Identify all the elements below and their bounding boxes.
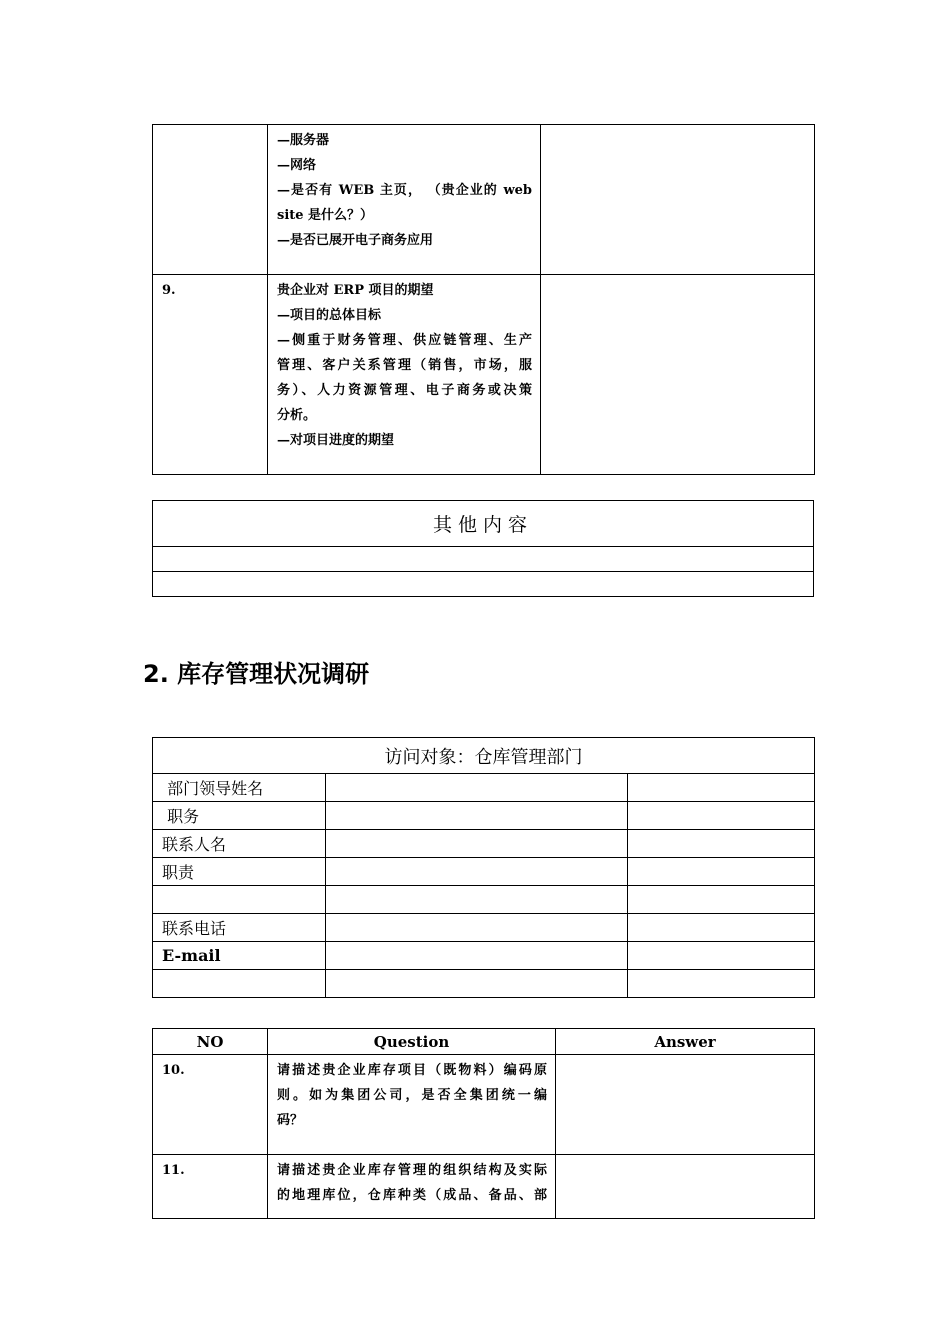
table-row [153, 858, 815, 886]
answer-header: Answer [556, 1029, 815, 1055]
answer-cell[interactable] [556, 1155, 815, 1219]
no-header: NO [153, 1029, 268, 1055]
contact-extra-cell[interactable] [628, 886, 815, 914]
table-header-row [153, 738, 815, 774]
question-cell [268, 1155, 556, 1219]
contact-value-cell[interactable] [326, 970, 628, 998]
question-line: 分析。 [277, 408, 317, 423]
table-row [153, 802, 815, 830]
table-row [153, 572, 814, 597]
table-header-row [153, 501, 814, 547]
other-content-cell[interactable] [153, 547, 814, 572]
question-line: 管理、客户关系管理（销售，市场，服 [277, 358, 532, 373]
contact-table [152, 737, 815, 998]
no-cell: 11. [153, 1155, 268, 1219]
question-line: —对项目进度的期望 [277, 433, 395, 448]
contact-value-cell[interactable] [326, 942, 628, 970]
question-line: 的地理库位，仓库种类（成品、备品、部 [277, 1188, 547, 1203]
table-row [153, 1155, 815, 1219]
contact-label: 职责 [153, 858, 326, 886]
contact-value-cell[interactable] [326, 914, 628, 942]
contact-extra-cell[interactable] [628, 802, 815, 830]
table-row [153, 942, 815, 970]
no-cell: 10. [153, 1055, 268, 1155]
qa-table [152, 1028, 815, 1219]
contact-label: 职务 [153, 802, 326, 830]
question-line: 务）、人力资源管理、电子商务或决策 [277, 383, 532, 398]
contact-label: 部门领导姓名 [153, 774, 326, 802]
question-table-continued [152, 124, 815, 475]
contact-extra-cell[interactable] [628, 914, 815, 942]
no-cell [153, 125, 268, 275]
question-line: 请描述贵企业库存项目（既物料）编码原 [277, 1063, 547, 1078]
question-line: —侧重于财务管理、供应链管理、生产 [277, 333, 532, 348]
question-line: 码？ [277, 1113, 304, 1128]
question-cell [268, 1055, 556, 1155]
table-row [153, 886, 815, 914]
question-line: 则。如为集团公司，是否全集团统一编 [277, 1088, 547, 1103]
contact-value-cell[interactable] [326, 802, 628, 830]
other-content-table [152, 500, 814, 597]
table-row [153, 1055, 815, 1155]
contact-extra-cell[interactable] [628, 830, 815, 858]
table-row [153, 914, 815, 942]
contact-extra-cell[interactable] [628, 970, 815, 998]
question-line: 贵企业对 ERP 项目的期望 [277, 283, 434, 298]
contact-value-cell[interactable] [326, 858, 628, 886]
question-cell [268, 125, 541, 275]
contact-label: E-mail [153, 942, 326, 970]
question-line: —网络 [277, 158, 317, 173]
section-heading: 2. 库存管理状况调研 [143, 660, 370, 688]
answer-cell[interactable] [556, 1055, 815, 1155]
contact-extra-cell[interactable] [628, 774, 815, 802]
answer-cell[interactable] [541, 275, 815, 475]
contact-extra-cell[interactable] [628, 858, 815, 886]
contact-label: 联系电话 [153, 914, 326, 942]
question-line: —项目的总体目标 [277, 308, 382, 323]
question-cell [268, 275, 541, 475]
question-line: 请描述贵企业库存管理的组织结构及实际 [277, 1163, 547, 1178]
question-line: site 是什么？） [277, 208, 374, 223]
contact-label: 联系人名 [153, 830, 326, 858]
question-line: —是否有 WEB 主页， （贵企业的 web [277, 183, 532, 198]
no-cell: 9. [153, 275, 268, 475]
contact-value-cell[interactable] [326, 830, 628, 858]
question-header: Question [268, 1029, 556, 1055]
contact-extra-cell[interactable] [628, 942, 815, 970]
answer-cell[interactable] [541, 125, 815, 275]
table-row [153, 774, 815, 802]
other-content-cell[interactable] [153, 572, 814, 597]
contact-value-cell[interactable] [326, 886, 628, 914]
table-row [153, 830, 815, 858]
table-header-row [153, 1029, 815, 1055]
contact-label [153, 886, 326, 914]
question-line: —服务器 [277, 133, 330, 148]
contact-title: 访问对象：仓库管理部门 [153, 738, 815, 774]
question-line: —是否已展开电子商务应用 [277, 233, 434, 248]
table-row [153, 125, 815, 275]
contact-value-cell[interactable] [326, 774, 628, 802]
contact-label [153, 970, 326, 998]
table-row [153, 970, 815, 998]
other-content-title: 其他内容 [153, 501, 814, 547]
table-row [153, 547, 814, 572]
table-row [153, 275, 815, 475]
